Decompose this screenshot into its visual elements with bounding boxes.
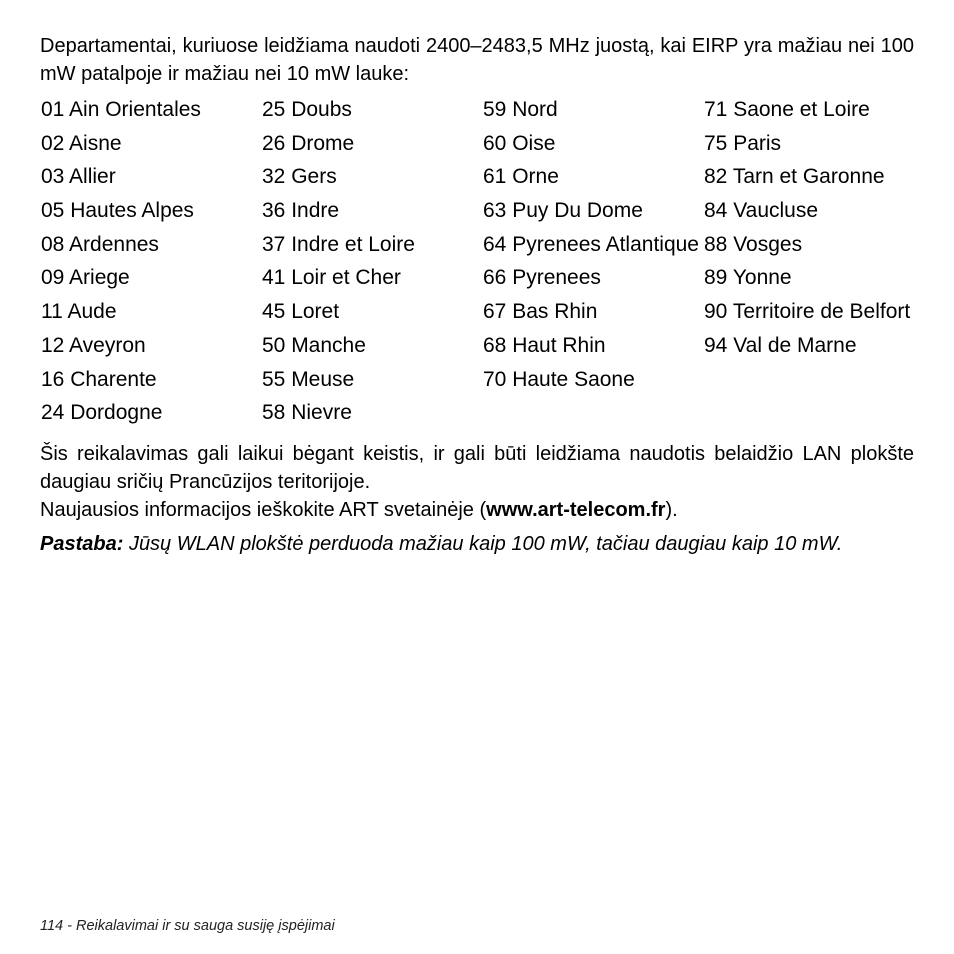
department-item: 12 Aveyron: [41, 333, 146, 357]
department-item: 37 Indre et Loire: [262, 232, 415, 256]
info-paragraph: [40, 496, 914, 524]
note-text: Jūsų WLAN plokštė perduoda mažiau kaip 100 mW, tačiau daugiau kaip 10 mW.: [128, 532, 843, 555]
info-prefix: Naujausios informacijos ieškokite ART svetainėje (: [40, 498, 487, 521]
department-item: 41 Loir et Cher: [262, 266, 401, 290]
department-item: 82 Tarn et Garonne: [704, 165, 885, 189]
department-item: 84 Vaucluse: [704, 199, 819, 223]
departments-column-1: [41, 95, 262, 432]
department-item: 71 Saone et Loire: [704, 98, 870, 121]
department-item: 75 Paris: [704, 131, 782, 155]
department-item: 60 Oise: [483, 131, 556, 155]
department-item: 59 Nord: [483, 98, 558, 121]
intro-paragraph: Departamentai, kuriuose leidžiama naudoti 2400–2483,5 MHz juostą, kai EIRP yra mažiau nei 100 mW patalpoje ir mažiau nei 10 mW lauke:: [40, 35, 914, 85]
art-telecom-link[interactable]: www.art-telecom.fr: [486, 498, 666, 521]
note-label: Pastaba:: [40, 532, 124, 555]
department-item: 66 Pyrenees: [483, 266, 601, 290]
department-item: 11 Aude: [41, 300, 117, 324]
department-item: 68 Haut Rhin: [483, 333, 606, 357]
department-item: 02 Aisne: [41, 131, 122, 155]
department-item: 88 Vosges: [704, 232, 803, 256]
department-item: 50 Manche: [262, 333, 366, 357]
department-item: 61 Orne: [483, 165, 559, 189]
department-item: 24 Dordogne: [41, 401, 163, 425]
department-item: 94 Val de Marne: [704, 333, 857, 357]
department-item: 08 Ardennes: [41, 232, 159, 256]
department-item: 90 Territoire de Belfort: [704, 300, 911, 324]
department-item: 16 Charente: [41, 367, 157, 391]
note-paragraph: [40, 530, 914, 558]
change-notice-paragraph: Šis reikalavimas gali laikui bėgant keistis, ir gali būti leidžiama naudotis belaidžio LAN plokšte daugiau sričių Prancūzijos teritorijoje.: [40, 442, 914, 493]
department-item: 09 Ariege: [41, 266, 130, 290]
department-item: 89 Yonne: [704, 266, 792, 290]
department-item: 45 Loret: [262, 300, 340, 324]
departments-table: [41, 95, 914, 432]
department-item: 25 Doubs: [262, 98, 352, 121]
department-item: 32 Gers: [262, 165, 337, 189]
department-item: 64 Pyrenees Atlantique: [483, 232, 699, 256]
department-item: 26 Drome: [262, 131, 355, 155]
department-item: 58 Nievre: [262, 401, 352, 425]
department-item: 03 Allier: [41, 165, 116, 189]
departments-column-3: [483, 95, 704, 432]
department-item: 63 Puy Du Dome: [483, 199, 643, 223]
department-item: 36 Indre: [262, 199, 340, 223]
page-footer: 114 - Reikalavimai ir su sauga susiję įspėjimai: [40, 918, 335, 934]
department-item: 67 Bas Rhin: [483, 300, 598, 324]
department-item: 55 Meuse: [262, 367, 355, 391]
department-item: 05 Hautes Alpes: [41, 199, 194, 223]
departments-column-4: [704, 95, 915, 432]
page-content: [40, 32, 914, 578]
department-item: 70 Haute Saone: [483, 367, 635, 391]
department-item: 01 Ain Orientales: [41, 98, 201, 121]
info-suffix: ).: [665, 498, 678, 521]
departments-column-2: [262, 95, 483, 432]
